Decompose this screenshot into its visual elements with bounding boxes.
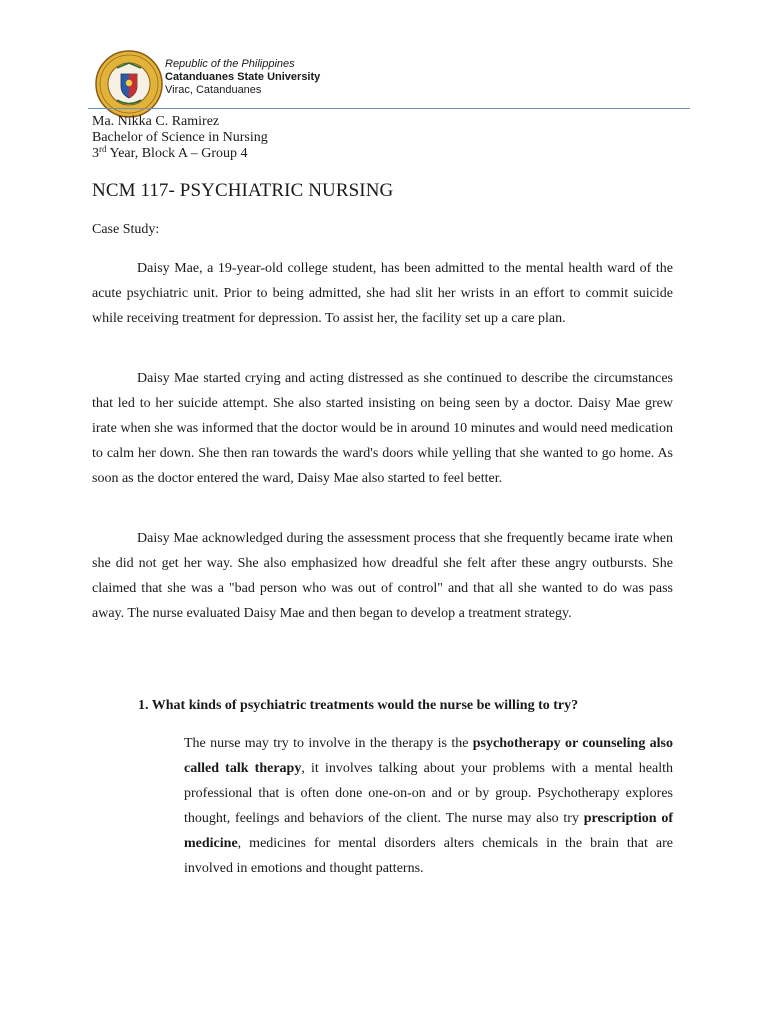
case-study-label: Case Study:	[92, 222, 160, 237]
student-name: Ma. Nikka C. Ramirez	[92, 114, 220, 129]
letterhead-divider	[88, 108, 690, 109]
answer-text-3: , medicines for mental disorders alters chemicals in the brain that are involved in emotions and thought patterns.	[184, 836, 673, 876]
letterhead-university: Catanduanes State University	[165, 71, 321, 83]
letterhead-location: Virac, Catanduanes	[165, 84, 262, 96]
case-paragraph-3: Daisy Mae acknowledged during the assessment process that she frequently became irate when she did not get her way. She also emphasized how dreadful she felt after these angry outbursts. She claimed that she was a "bad person who was out of control" and that all she wanted to do was pass away. The nurse evaluated Daisy Mae and then began to develop a treatment strategy.	[92, 531, 673, 621]
answer-bold-medicine: prescription of medicine	[184, 811, 673, 851]
year-block-text: Year, Block A – Group 4	[106, 146, 248, 161]
case-paragraph-1: Daisy Mae, a 19-year-old college student, has been admitted to the mental health ward of the acute psychiatric unit. Prior to being admitted, she had slit her wrists in an effort to commit suicide while receiving treatment for depression. To assist her, the facility set up a care plan.	[92, 261, 673, 326]
answer-text-2: , it involves talking about your problems with a mental health professional that is often done one-on-on and or by group. Psychotherapy explores thought, feelings and behaviors of the client. The nurse may also try	[184, 761, 673, 826]
course-title: NCM 117- PSYCHIATRIC NURSING	[92, 180, 394, 201]
question-1: 1. What kinds of psychiatric treatments would the nurse be willing to try?	[138, 698, 579, 713]
student-year-block	[92, 146, 248, 162]
case-paragraph-2: Daisy Mae started crying and acting distressed as she continued to describe the circumstances that led to her suicide attempt. She also started insisting on being seen by a doctor. Daisy Mae grew irate when she was informed that the doctor would be in around 10 minutes and would need medication to calm her down. She then ran towards the ward's doors while yelling that she wanted to go home. As soon as the doctor entered the ward, Daisy Mae also started to feel better.	[92, 371, 673, 486]
student-program: Bachelor of Science in Nursing	[92, 130, 268, 145]
answer-1	[184, 731, 673, 881]
year-ordinal-suffix: rd	[99, 144, 107, 154]
answer-text-1: The nurse may try to involve in the therapy is the	[184, 736, 473, 751]
answer-bold-psychotherapy: psychotherapy or counseling also called talk therapy	[184, 736, 673, 776]
letterhead-republic: Republic of the Philippines	[165, 58, 295, 70]
year-number: 3	[92, 146, 99, 161]
